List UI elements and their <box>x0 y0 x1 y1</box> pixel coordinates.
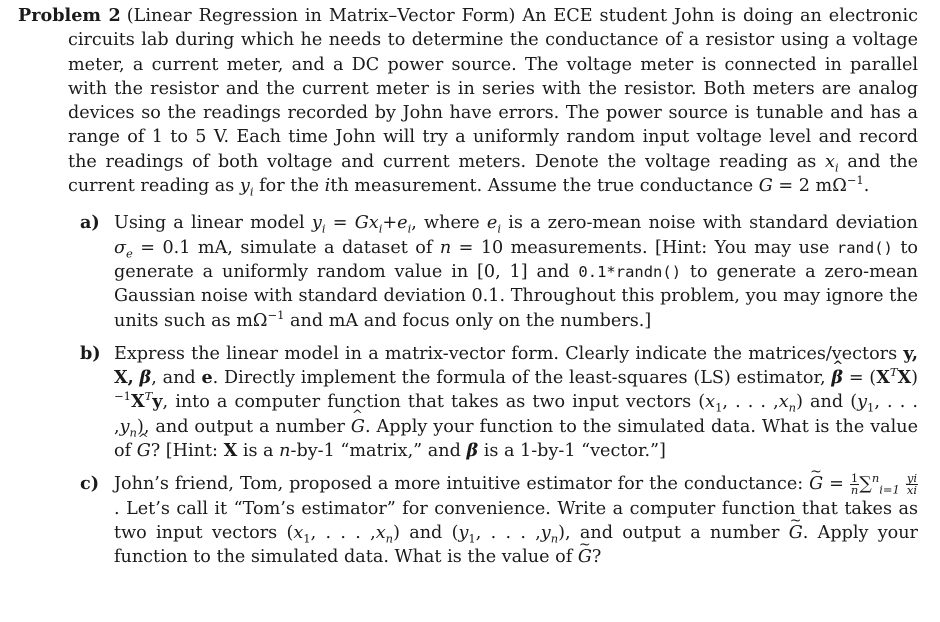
math: y <box>540 522 551 543</box>
sub: i <box>321 221 326 236</box>
sum-symbol: ∑ <box>859 474 872 495</box>
fraction-one-over-n <box>850 470 859 497</box>
text: . Directly implement the formula of the least-squares (LS) estimator, <box>212 368 826 389</box>
math-bold: y <box>152 391 163 413</box>
text: , where <box>411 213 480 234</box>
sum-top: n <box>871 471 880 486</box>
math-bold: y, X, <box>114 342 919 389</box>
sum-bot: i=1 <box>879 482 900 497</box>
text: ), and output a number <box>558 522 780 543</box>
text: ? [Hint: <box>150 441 218 462</box>
code-randn: 0.1*randn() <box>578 262 682 281</box>
intro-end: . <box>863 176 870 197</box>
math-bold: X <box>897 367 912 389</box>
frac-den: n <box>850 482 859 497</box>
exp: −1 <box>267 307 285 322</box>
text: . Apply your function to the simulated data. What is the value of <box>114 522 918 568</box>
sup: −1 <box>114 389 131 404</box>
var-i: i <box>324 176 331 197</box>
math: x <box>375 522 386 543</box>
sup: T <box>889 365 898 380</box>
math: σ <box>114 237 127 258</box>
sub: n <box>550 531 559 546</box>
part-a <box>80 211 918 332</box>
math: y <box>458 522 469 543</box>
intro-mid: and the current reading as <box>68 151 919 197</box>
part-a-label: a) <box>80 212 100 234</box>
text: = 10 measurements. [Hint: You may use <box>458 237 830 258</box>
math: n <box>439 237 452 258</box>
frac-den: xi <box>906 482 917 497</box>
text: , . . . , <box>114 392 918 437</box>
part-b-label: b) <box>80 342 101 364</box>
G-tilde: ~ G <box>578 545 592 569</box>
text: = ( <box>848 368 877 389</box>
text: ) and ( <box>393 522 459 543</box>
sub: 1 <box>715 400 723 415</box>
math: e <box>397 213 408 234</box>
text: John’s friend, Tom, proposed a more intuitive estimator for the conductance: <box>114 474 804 495</box>
sub: n <box>788 400 797 415</box>
part-b <box>80 342 918 463</box>
math: x <box>705 392 716 413</box>
math: y <box>311 213 322 234</box>
text: = 0.1 mA, simulate a dataset of <box>140 237 433 258</box>
math: x <box>778 392 789 413</box>
math: n <box>279 441 291 462</box>
math-bold: X <box>223 440 238 462</box>
var-G: G <box>758 176 773 197</box>
sup: T <box>144 389 153 404</box>
sub: n <box>129 425 137 440</box>
text: , . . . , <box>722 392 779 413</box>
beta-hat: ^ β <box>831 366 843 390</box>
text: is a zero-mean noise with standard deviation <box>508 213 918 234</box>
math: x <box>293 522 304 543</box>
text: + <box>382 213 398 234</box>
fraction-y-over-x <box>906 470 918 497</box>
sub: n <box>385 531 394 546</box>
math-bold: X <box>876 367 890 389</box>
math-bold: β <box>466 440 479 462</box>
code-rand: rand() <box>836 238 893 257</box>
text: . Apply your function to the simulated data. What is the value of <box>114 416 918 462</box>
G-hat: ^ G <box>137 439 151 463</box>
part-c <box>80 472 918 569</box>
text: , . . . , <box>310 522 376 543</box>
var-x: x <box>825 151 835 172</box>
sub-i: i <box>834 160 839 175</box>
intro-eq: = 2 mΩ <box>778 176 847 197</box>
text: = <box>325 213 355 234</box>
intro-for: for the <box>259 176 320 197</box>
text: , and <box>151 368 196 389</box>
G-hat: ^ G <box>351 415 365 439</box>
problem-label: Problem 2 <box>18 5 121 26</box>
frac-num: yi <box>906 470 918 485</box>
text: -by-1 “matrix,” and <box>290 441 461 462</box>
math: e <box>486 213 498 234</box>
text: . Let’s call it “Tom’s estimator” for convenience. Write a computer function that takes as two input vectors ( <box>114 498 918 543</box>
math: y <box>857 392 868 413</box>
text: is a 1-by-1 “vector.”] <box>483 441 666 462</box>
text: and mA and focus only on the numbers.] <box>290 310 652 331</box>
math-bold: e <box>201 367 213 389</box>
frac-num: 1 <box>850 470 859 485</box>
text: to generate a uniformly random value in [0, 1] and <box>114 237 918 282</box>
G-tilde: ~ G <box>789 521 803 545</box>
text: Using a linear model <box>114 213 305 234</box>
text: ) and ( <box>796 392 858 413</box>
problem-intro: An ECE student John is doing an electronic circuits lab during which he needs to determine the conductance of a resistor using a voltage meter, a current meter, and a DC power source. The voltage meter is connected in parallel with the resistor and the current meter is in series with the resistor. Both meters are analog devices so the readings recorded by John have errors. The power source is tunable and has a range of 1 to 5 V. Each time John will try a uniformly random input voltage level and record the readings of both voltage and current meters. Denote the voltage reading as <box>68 6 918 172</box>
parts-list <box>18 211 918 569</box>
problem-statement <box>18 4 918 198</box>
text: , into a computer function that takes as two input vectors ( <box>162 392 706 413</box>
sub: 1 <box>867 400 875 415</box>
math-bold: X <box>130 391 145 413</box>
sub: 1 <box>303 531 311 546</box>
part-c-label: c) <box>80 473 100 495</box>
text: = <box>823 474 850 495</box>
exp: −1 <box>846 173 864 188</box>
text: ? <box>591 547 602 568</box>
sub: i <box>378 221 383 236</box>
text: Express the linear model in a matrix-vector form. Clearly indicate the matrices/vectors <box>114 343 898 364</box>
problem-title: (Linear Regression in Matrix–Vector Form) <box>126 6 516 26</box>
math: y <box>119 416 130 437</box>
text: , . . . , <box>475 522 541 543</box>
text: is a <box>242 441 274 462</box>
sub-i: i <box>249 184 254 199</box>
math-bold: β <box>139 367 152 389</box>
text: ) <box>911 368 919 389</box>
text: ), and output a number <box>136 416 345 437</box>
text: to generate a zero-mean Gaussian noise with standard deviation 0.1. Throughout this problem, you may ignore the units such as mΩ <box>114 261 918 331</box>
sub: 1 <box>468 531 476 546</box>
sub: i <box>497 221 502 236</box>
sub: e <box>126 246 133 261</box>
intro-th: th measurement. Assume the true conductance <box>330 176 754 197</box>
var-y: y <box>239 176 250 197</box>
math: Gx <box>354 213 379 234</box>
G-tilde: ~ G <box>809 472 823 496</box>
sub: i <box>407 221 412 236</box>
